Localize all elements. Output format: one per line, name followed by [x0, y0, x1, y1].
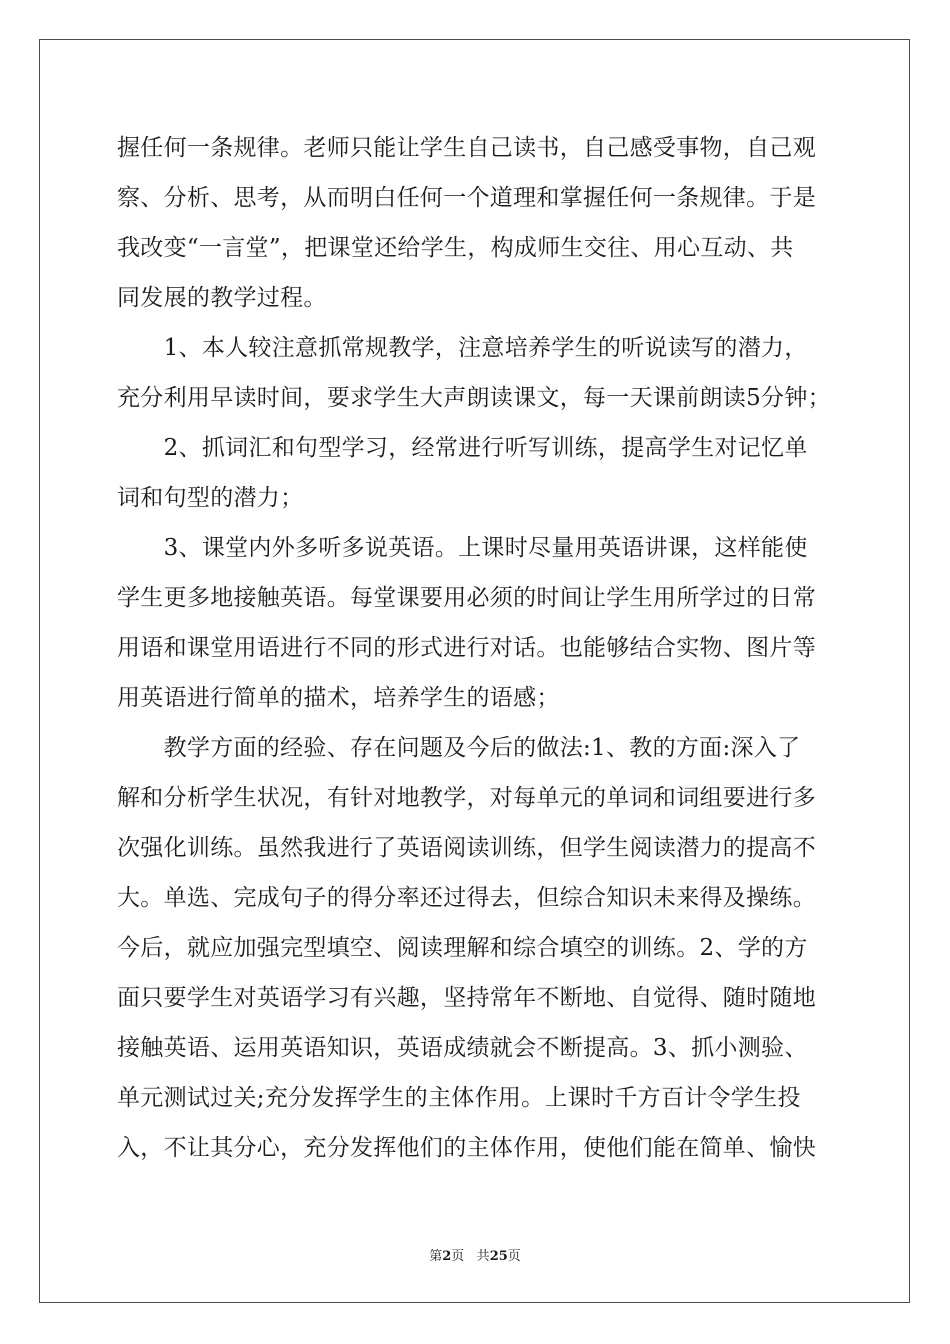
text-line: 学生更多地接触英语。每堂课要用必须的时间让学生用所学过的日常: [117, 585, 816, 611]
text-line: 接触英语、运用英语知识，英语成绩就会不断提高。3、抓小测验、: [117, 1035, 808, 1061]
text-line: 2、抓词汇和句型学习，经常进行听写训练，提高学生对记忆单: [117, 435, 808, 461]
page-number: 2: [442, 1249, 452, 1264]
text-line: 大。单选、完成句子的得分率还过得去，但综合知识未来得及操练。: [117, 885, 816, 911]
text-line: 握任何一条规律。老师只能让学生自己读书，自己感受事物，自己观: [117, 135, 816, 161]
text-line: 同发展的教学过程。: [117, 285, 327, 311]
text-line: 教学方面的经验、存在问题及今后的做法:1、教的方面:深入了: [117, 735, 801, 761]
text-line: 入，不让其分心，充分发挥他们的主体作用，使他们能在简单、愉快: [117, 1135, 816, 1161]
text-line: 词和句型的潜力；: [117, 485, 304, 511]
text-line: 用英语进行简单的描术，培养学生的语感；: [117, 685, 560, 711]
total-pages: 25: [489, 1249, 508, 1264]
page-suffix: 页: [451, 1249, 465, 1264]
text-line: 1、本人较注意抓常规教学，注意培养学生的听说读写的潜力，: [117, 335, 808, 361]
total-suffix: 页: [507, 1249, 521, 1264]
text-line: 察、分析、思考，从而明白任何一个道理和掌握任何一条规律。于是: [117, 185, 816, 211]
text-line: 3、课堂内外多听多说英语。上课时尽量用英语讲课，这样能使: [117, 535, 808, 561]
text-line: 面只要学生对英语学习有兴趣，坚持常年不断地、自觉得、随时随地: [117, 985, 816, 1011]
text-line: 次强化训练。虽然我进行了英语阅读训练，但学生阅读潜力的提高不: [117, 835, 816, 861]
total-prefix: 共: [476, 1249, 490, 1264]
text-line: 单元测试过关;充分发挥学生的主体作用。上课时千方百计令学生投: [117, 1085, 801, 1111]
text-line: 我改变“一言堂”，把课堂还给学生，构成师生交往、用心互动、共: [117, 235, 794, 261]
text-line: 充分利用早读时间，要求学生大声朗读课文，每一天课前朗读5分钟；: [117, 385, 831, 411]
page-prefix: 第: [429, 1249, 443, 1264]
page-footer: [0, 1248, 950, 1266]
text-line: 用语和课堂用语进行不同的形式进行对话。也能够结合实物、图片等: [117, 635, 816, 661]
text-line: 解和分析学生状况，有针对地教学，对每单元的单词和词组要进行多: [117, 785, 816, 811]
text-line: 今后，就应加强完型填空、阅读理解和综合填空的训练。2、学的方: [117, 935, 808, 961]
